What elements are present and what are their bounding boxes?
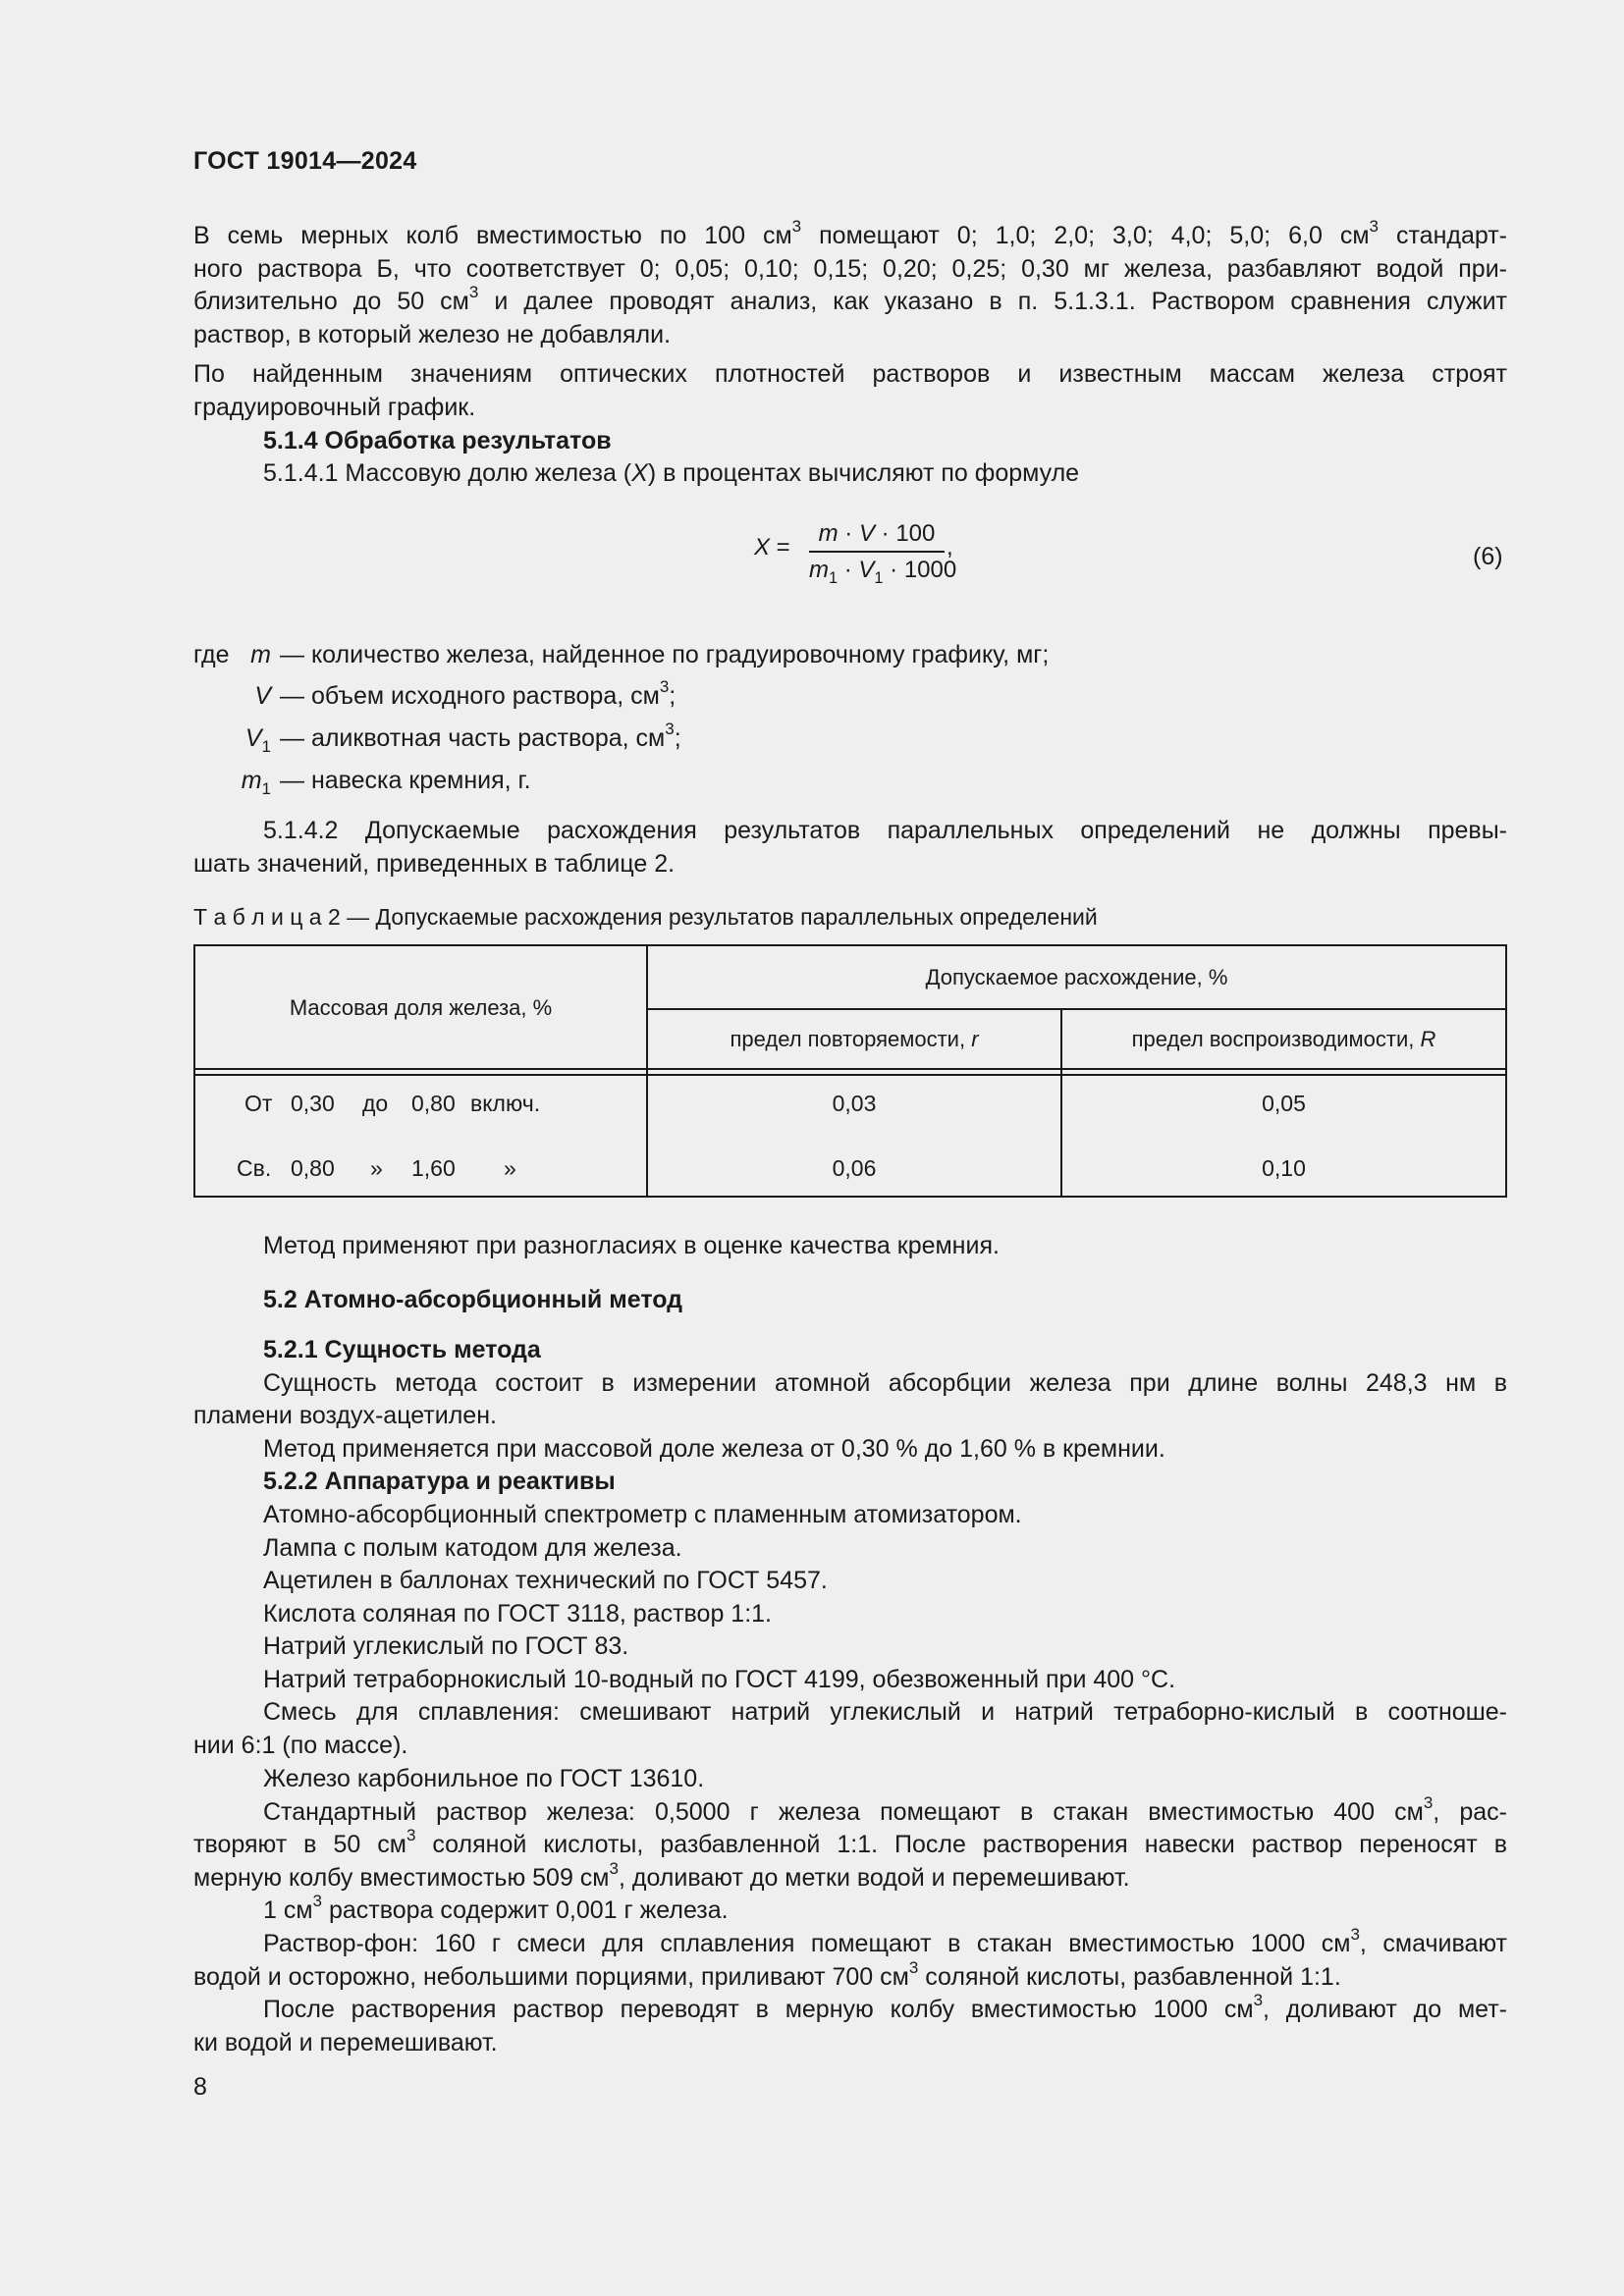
table-cell: до (362, 1091, 389, 1116)
list-item: Атомно-абсорбционный спектрометр с пламенным атомизатором. (263, 1501, 1022, 1528)
formula-comma: , (947, 534, 953, 561)
table-2 (193, 944, 1507, 1198)
table-header-r: предел повторяемости, r (730, 1027, 979, 1051)
paragraph-line: пламени воздух-ацетилен. (193, 1402, 497, 1429)
list-item: Ацетилен в баллонах технический по ГОСТ 5457. (263, 1567, 828, 1594)
table-cell: включ. (470, 1091, 541, 1116)
table-cell: От (244, 1091, 273, 1116)
where-text: — навеска кремния, г. (280, 767, 531, 794)
table-cell: » (370, 1155, 383, 1181)
table-cell-r: 0,06 (832, 1155, 877, 1181)
table-hline (195, 1074, 1505, 1076)
table-caption (193, 904, 1098, 931)
table-cell: 0,80 (411, 1091, 456, 1116)
equation-number: (6) (1473, 543, 1503, 570)
paragraph-line: близительно до 50 $см^3$ и далее проводят анализ, как указано в п. 5.1.3.1. Раствором сравнения служит (193, 283, 1507, 315)
where-text: — объем исходного раствора, $см^3$; (280, 677, 677, 710)
paragraph-line: ки водой и перемешивают. (193, 2029, 498, 2056)
where-symbol: $m_1$ (241, 767, 271, 798)
table-cell-R: 0,05 (1262, 1091, 1306, 1116)
where-symbol: m (250, 641, 271, 668)
section-heading-5-2: 5.2 Атомно-абсорбционный метод (263, 1286, 683, 1313)
table-cell: 0,30 (291, 1091, 335, 1116)
table-hline (646, 1008, 1505, 1010)
paragraph-line: 1 $см^3$ раствора содержит 0,001 г железа. (263, 1892, 729, 1924)
paragraph-line: После растворения раствор переводят в мерную колбу вместимостью 1000 $см^3$, доливают до мет- (263, 1991, 1507, 2023)
list-item: Натрий углекислый по ГОСТ 83. (263, 1632, 629, 1660)
table-cell: 0,80 (291, 1155, 335, 1181)
where-text: — аликвотная часть раствора, $см^3$; (280, 720, 681, 752)
list-item: Натрий тетраборнокислый 10-водный по ГОСТ 4199, обезвоженный при 400 °С. (263, 1666, 1176, 1693)
paragraph-line: нии 6:1 (по массе). (193, 1732, 408, 1759)
where-symbol: $V_1$ (244, 724, 271, 756)
paragraph-line: По найденным значениям оптических плотностей растворов и известным массам железа строят (193, 360, 1507, 388)
table-hline (195, 1068, 1505, 1070)
paragraph-line: мерную колбу вместимостью 509 $см^3$, доливают до метки водой и перемешивают. (193, 1859, 1130, 1892)
where-lead: где (193, 641, 230, 668)
section-heading-5-2-2: 5.2.2 Аппаратура и реактивы (263, 1468, 616, 1495)
paragraph-line: Метод применяется при массовой доле железа от 0,30 % до 1,60 % в кремнии. (263, 1435, 1165, 1463)
formula-denominator: $m_1 \cdot V_1 \cdot 1000$ (809, 557, 957, 587)
paragraph-line: шать значений, приведенных в таблице 2. (193, 850, 676, 878)
list-item: Кислота соляная по ГОСТ 3118, раствор 1:1. (263, 1600, 772, 1628)
paragraph-line: Стандартный раствор железа: 0,5000 г железа помещают в стакан вместимостью 400 $см^3$, рас- (263, 1793, 1508, 1826)
paragraph-line: Сущность метода состоит в измерении атомной абсорбции железа при длине волны 248,3 нм в (263, 1369, 1507, 1397)
paragraph-line: творяют в 50 $см^3$ соляной кислоты, разбавленной 1:1. После растворения навески раствор переносят в (193, 1826, 1507, 1858)
formula-numerator: m · V · 100 (809, 520, 945, 553)
paragraph-line: градуировочный график. (193, 394, 476, 421)
table-cell: » (504, 1155, 516, 1181)
where-text: — количество железа, найденное по градуировочному графику, мг; (280, 641, 1050, 668)
page-number: 8 (193, 2073, 207, 2101)
paragraph-line: Смесь для сплавления: смешивают натрий углекислый и натрий тетраборно-кислый в соотноше- (263, 1698, 1507, 1726)
where-symbol: V (254, 682, 271, 710)
table-header-R: предел воспроизводимости, R (1131, 1027, 1436, 1051)
paragraph-method: Метод применяют при разногласиях в оценке качества кремния. (263, 1232, 1000, 1259)
paragraph-line: Раствор-фон: 160 г смеси для сплавления помещают в стакан вместимостью 1000 $см^3$, смачивают (263, 1925, 1507, 1957)
formula-lhs: X = (754, 534, 790, 561)
section-heading-5-1-4: 5.1.4 Обработка результатов (263, 427, 612, 454)
paragraph-line: 5.1.4.2 Допускаемые расхождения результатов параллельных определений не должны превы- (263, 817, 1507, 844)
list-item: Лампа с полым катодом для железа. (263, 1534, 682, 1562)
document-header: ГОСТ 19014—2024 (193, 147, 417, 175)
table-cell-R: 0,10 (1262, 1155, 1306, 1181)
table-cell: Св. (237, 1155, 272, 1181)
table-caption-label: Т а б л и ц а 2 (193, 904, 341, 930)
table-header-mass: Массовая доля железа, % (289, 995, 553, 1020)
paragraph-line: Железо карбонильное по ГОСТ 13610. (263, 1765, 705, 1792)
table-cell-r: 0,03 (832, 1091, 877, 1116)
paragraph-line: ного раствора Б, что соответствует 0; 0,05; 0,10; 0,15; 0,20; 0,25; 0,30 мг железа, разбавляют водой при- (193, 255, 1507, 283)
paragraph-line: раствор, в который железо не добавляли. (193, 321, 672, 348)
table-cell: 1,60 (411, 1155, 456, 1181)
formula-fraction (809, 520, 957, 587)
paragraph-5-1-4-1: 5.1.4.1 Массовую долю железа (X) в процентах вычисляют по формуле (263, 459, 1080, 487)
paragraph-line: В семь мерных колб вместимостью по 100 $см^3$ помещают 0; 1,0; 2,0; 3,0; 4,0; 5,0; 6,0 $см^3$ стандарт- (193, 217, 1507, 249)
paragraph-line: водой и осторожно, небольшими порциями, приливают 700 $см^3$ соляной кислоты, разбавленной 1:1. (193, 1958, 1341, 1991)
table-header-allowed: Допускаемое расхождение, % (925, 965, 1228, 989)
table-caption-text: — Допускаемые расхождения результатов параллельных определений (340, 904, 1098, 930)
section-heading-5-2-1: 5.2.1 Сущность метода (263, 1336, 541, 1363)
